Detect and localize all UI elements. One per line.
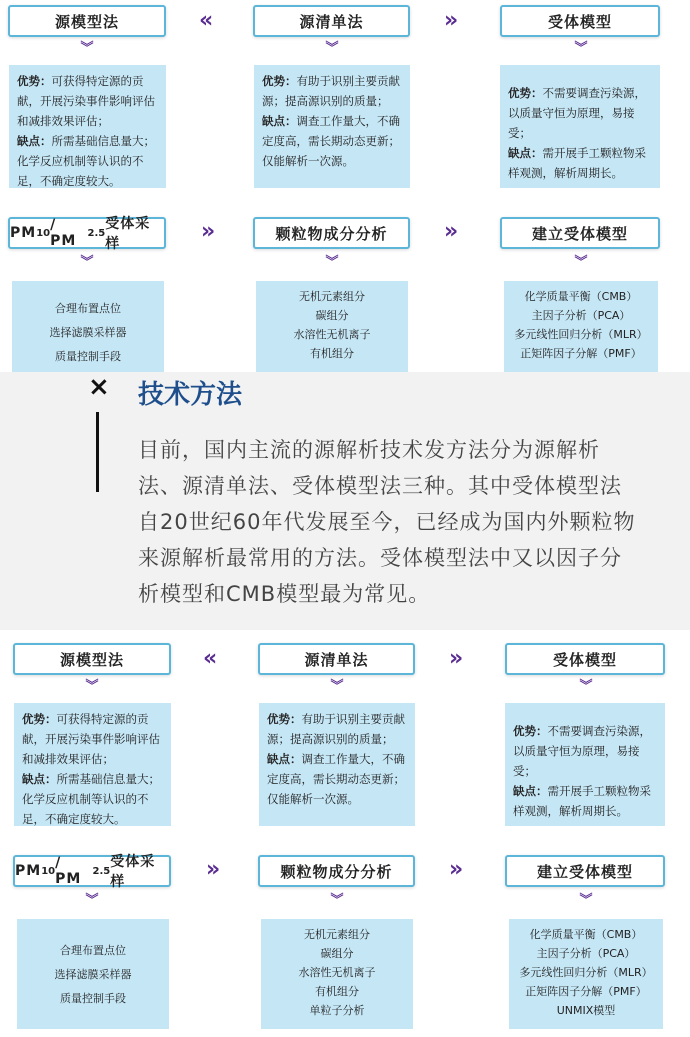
right-chevron-icon: » — [449, 646, 464, 671]
down-chevron-icon: ︾ — [574, 41, 588, 56]
build-receptor-model-header: 建立受体模型 — [505, 855, 665, 887]
down-chevron-icon: ︾ — [85, 893, 99, 908]
left-chevron-icon: « — [199, 8, 214, 33]
right-chevron-icon: » — [444, 219, 459, 244]
build-receptor-model-header: 建立受体模型 — [500, 217, 660, 249]
model-list: 化学质量平衡（CMB） 主因子分析（PCA） 多元线性回归分析（MLR） 正矩阵因子分解（PMF） — [504, 281, 658, 372]
tech-method-section — [0, 372, 690, 630]
down-chevron-icon: ︾ — [325, 41, 339, 56]
left-chevron-icon: « — [203, 646, 218, 671]
source-model-header: 源模型法 — [8, 5, 166, 37]
down-chevron-icon: ︾ — [80, 41, 94, 56]
analysis-list: 无机元素组分 碳组分 水溶性无机离子 有机组分 — [256, 281, 408, 372]
right-chevron-icon: » — [449, 857, 464, 882]
pm-sampling-header: PM 10 / PM 2.5 受体采样 — [13, 855, 171, 887]
down-chevron-icon: ︾ — [330, 679, 344, 694]
analysis-list: 无机元素组分 碳组分 水溶性无机离子 有机组分 单粒子分析 — [261, 919, 413, 1029]
top-diagram — [0, 0, 690, 372]
down-chevron-icon: ︾ — [330, 893, 344, 908]
receptor-model-desc: 优势：不需要调查污染源，以质量守恒为原理，易接受； 缺点：需开展手工颗粒物采样观测，解析周期长。 — [505, 703, 665, 826]
down-chevron-icon: ︾ — [574, 255, 588, 270]
receptor-model-header: 受体模型 — [500, 5, 660, 37]
source-model-desc: 优势：可获得特定源的贡献，开展污染事件影响评估和减排效果评估； 缺点：所需基础信息量大；化学反应机制等认识的不足，不确定度较大。 — [9, 65, 166, 188]
right-chevron-icon: » — [201, 219, 216, 244]
particle-analysis-header: 颗粒物成分分析 — [253, 217, 410, 249]
model-list: 化学质量平衡（CMB） 主因子分析（PCA） 多元线性回归分析（MLR） 正矩阵因子分解（PMF） UNMIX模型 — [509, 919, 663, 1029]
source-model-header: 源模型法 — [13, 643, 171, 675]
down-chevron-icon: ︾ — [579, 679, 593, 694]
down-chevron-icon: ︾ — [579, 893, 593, 908]
right-chevron-icon: » — [444, 8, 459, 33]
source-model-desc: 优势：可获得特定源的贡献，开展污染事件影响评估和减排效果评估； 缺点：所需基础信息量大；化学反应机制等认识的不足，不确定度较大。 — [14, 703, 171, 826]
particle-analysis-header: 颗粒物成分分析 — [258, 855, 415, 887]
source-inventory-header: 源清单法 — [258, 643, 415, 675]
sampling-list: 合理布置点位 选择滤膜采样器 质量控制手段 — [17, 919, 169, 1029]
source-inventory-desc: 优势：有助于识别主要贡献源；提高源识别的质量； 缺点：调查工作量大，不确定度高，需长期动态更新；仅能解析一次源。 — [259, 703, 415, 826]
pm-sampling-header: PM 10 / PM 2.5 受体采样 — [8, 217, 166, 249]
sampling-list: 合理布置点位 选择滤膜采样器 质量控制手段 — [12, 281, 164, 372]
vertical-divider — [96, 412, 99, 492]
section-title: 技术方法 — [138, 380, 243, 410]
source-inventory-desc: 优势：有助于识别主要贡献源；提高源识别的质量； 缺点：调查工作量大，不确定度高，需长期动态更新；仅能解析一次源。 — [254, 65, 410, 188]
receptor-model-desc: 优势：不需要调查污染源，以质量守恒为原理，易接受； 缺点：需开展手工颗粒物采样观测，解析周期长。 — [500, 65, 660, 188]
down-chevron-icon: ︾ — [80, 255, 94, 270]
section-paragraph: 目前，国内主流的源解析技术发方法分为源解析法、源清单法、受体模型法三种。其中受体模型法自20世纪60年代发展至今，已经成为国内外颗粒物来源解析最常用的方法。受体模型法中又以因子分析模型和CMB模型最为常见。 — [138, 438, 636, 606]
receptor-model-header: 受体模型 — [505, 643, 665, 675]
down-chevron-icon: ︾ — [85, 679, 99, 694]
bottom-diagram — [0, 630, 690, 1037]
close-x-icon: × — [88, 372, 110, 402]
source-inventory-header: 源清单法 — [253, 5, 410, 37]
right-chevron-icon: » — [206, 857, 221, 882]
down-chevron-icon: ︾ — [325, 255, 339, 270]
